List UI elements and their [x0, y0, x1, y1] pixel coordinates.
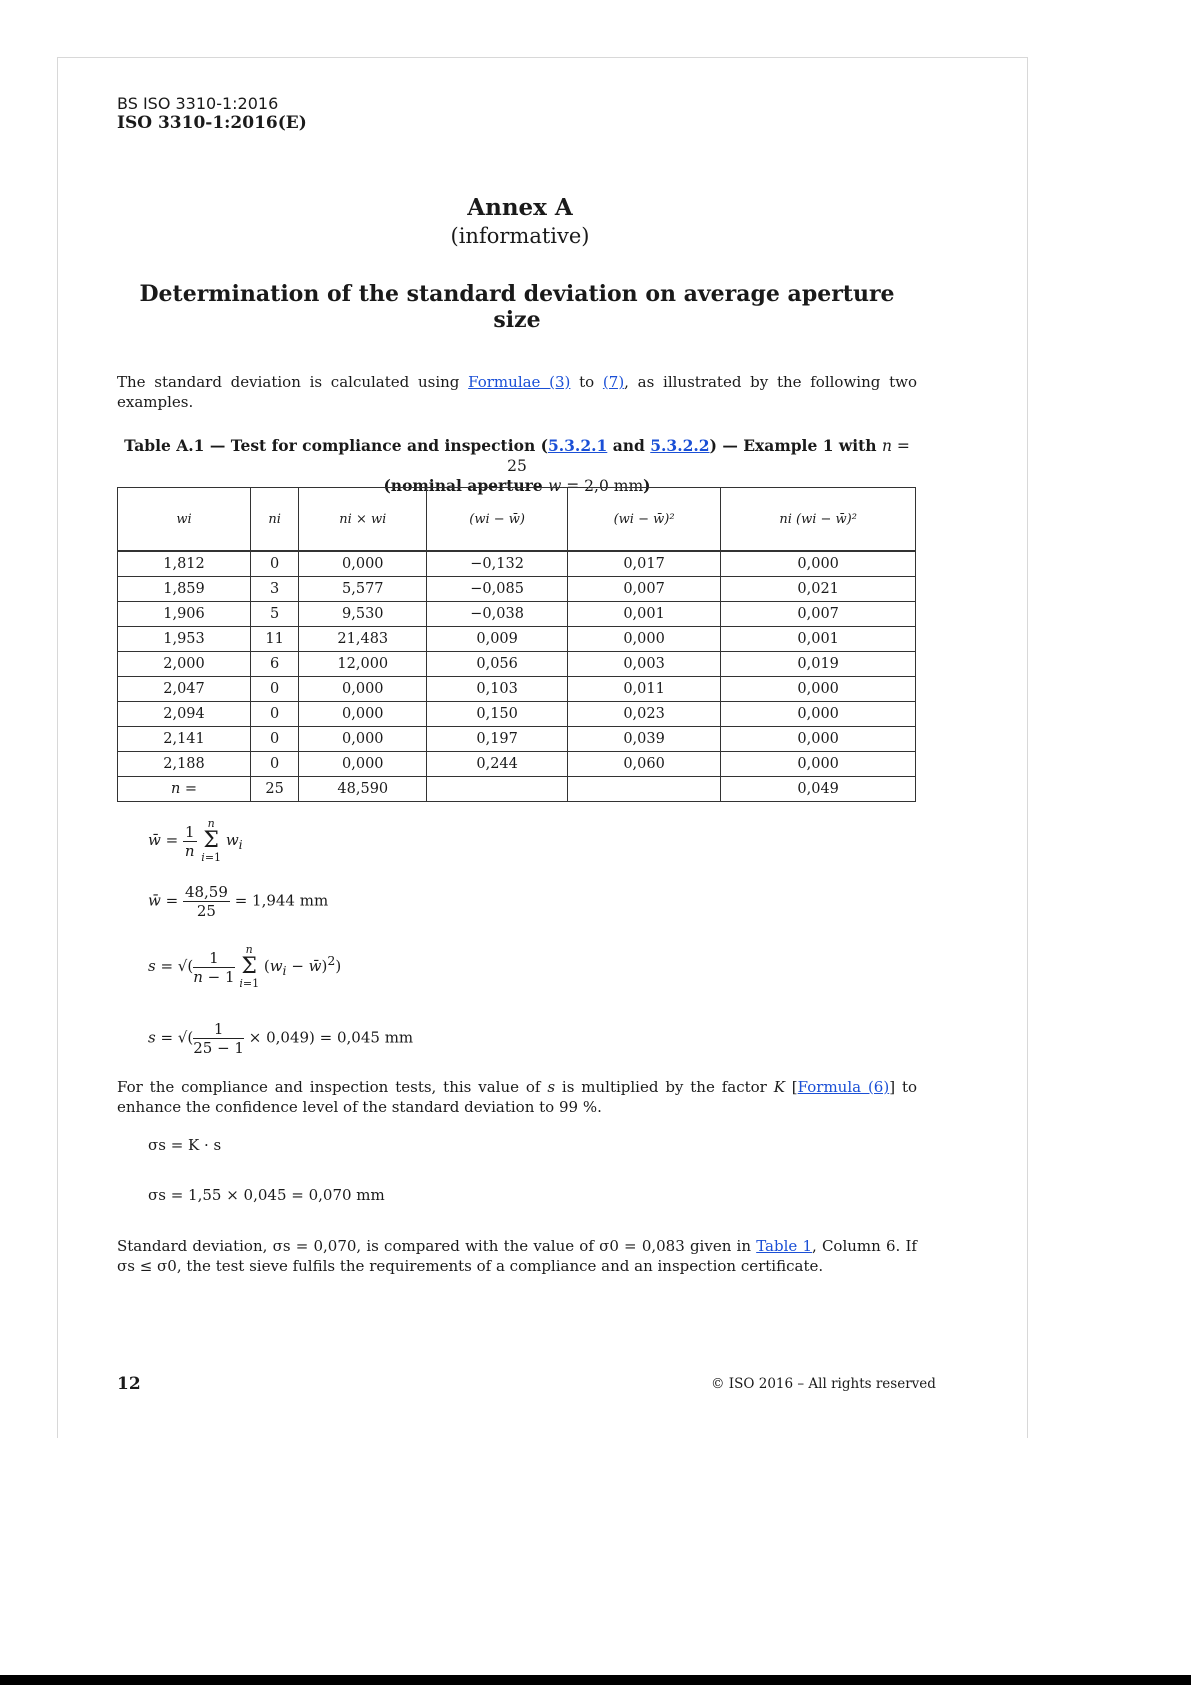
col-header: ni (wi − w̄)² [721, 488, 916, 552]
data-table [117, 487, 916, 802]
table-row [118, 577, 916, 602]
table-header-row [118, 488, 916, 552]
clause-5322-link[interactable]: 5.3.2.2 [650, 436, 710, 455]
table-cell: 0,019 [721, 652, 916, 677]
table-cell: 0,000 [721, 551, 916, 577]
table-row [118, 677, 916, 702]
compliance-paragraph: For the compliance and inspection tests, this value of s is multiplied by the factor K [Formula (6)] to enhance the confidence level of the standard deviation to 99 %. [117, 1078, 918, 1116]
table-cell: 0,000 [567, 627, 720, 652]
table-cell: 0 [251, 677, 299, 702]
table-caption: Table A.1 — Test for compliance and inspection (5.3.2.1 and 5.3.2.2) — Example 1 with n = 25 (nominal aperture w = 2,0 mm) [124, 436, 910, 495]
table-cell: 0 [251, 551, 299, 577]
table-cell: 0,244 [427, 752, 568, 777]
formula-sigma-general: σs = K · s [148, 1136, 222, 1154]
table-cell: 0 [251, 702, 299, 727]
table-row [118, 602, 916, 627]
table-row [118, 551, 916, 577]
col-header: (wi − w̄)² [567, 488, 720, 552]
table-cell: 0,009 [427, 627, 568, 652]
formula-6-link[interactable]: Formula (6) [797, 1078, 890, 1096]
table-cell: 0,007 [721, 602, 916, 627]
table-cell: 1,953 [118, 627, 251, 652]
col-header: (wi − w̄) [427, 488, 568, 552]
page-number: 12 [117, 1374, 141, 1394]
table-cell: 0,049 [721, 777, 916, 802]
formula-s-value: s = √( $\frac{1}{25 - 1}$ × 0,049) = 0,045 mm [148, 1020, 414, 1057]
formula-s-general: s = √( $\frac{1}{n - 1}$ n Σ i=1 ($w_i$ − w̄)$^2$) [148, 943, 342, 990]
clause-5321-link[interactable]: 5.3.2.1 [547, 436, 608, 455]
table-row [118, 727, 916, 752]
table-cell: 0,103 [427, 677, 568, 702]
formula-sigma-value: σs = 1,55 × 0,045 = 0,070 mm [148, 1186, 385, 1204]
table-cell: 48,590 [299, 777, 427, 802]
table-cell: 0,007 [567, 577, 720, 602]
table-cell: 0 [251, 727, 299, 752]
col-header: wi [118, 488, 251, 552]
table-cell: 9,530 [299, 602, 427, 627]
table-1-link[interactable]: Table 1 [756, 1237, 812, 1255]
formula-mean-value: w̄ = $\frac{48,59}{25}$ = 1,944 mm [148, 883, 329, 920]
table-cell: 0,000 [721, 677, 916, 702]
annex-title: Annex A [467, 194, 573, 221]
formula-mean-general: w̄ = $\frac{1}{n}$ n Σ i=1 $w_i$ [148, 817, 243, 864]
table-row [118, 652, 916, 677]
table-row [118, 627, 916, 652]
table-cell: 0,000 [721, 702, 916, 727]
conclusion-paragraph: Standard deviation, σs = 0,070, is compared with the value of σ0 = 0,083 given in Table 1, Column 6. If σs ≤ σ0, the test sieve fulfils the requirements of a compliance and an inspection certificate. [117, 1237, 917, 1275]
table-cell: 0,060 [567, 752, 720, 777]
standard-id-bs: BS ISO 3310-1:2016 [117, 94, 279, 113]
table-cell: −0,038 [427, 602, 568, 627]
table-cell: 0,000 [299, 677, 427, 702]
formulae-3-link[interactable]: Formulae (3) [468, 373, 571, 391]
table-cell: 12,000 [299, 652, 427, 677]
table-cell [567, 777, 720, 802]
standard-id-iso: ISO 3310-1:2016(E) [117, 113, 307, 133]
table-cell: n = [118, 777, 251, 802]
table-cell: 0,000 [721, 752, 916, 777]
table-cell: 0,017 [567, 551, 720, 577]
table-cell: 0,000 [299, 551, 427, 577]
table-cell: 0,000 [721, 727, 916, 752]
table-cell: 2,000 [118, 652, 251, 677]
table-cell: 0,056 [427, 652, 568, 677]
formula-7-link[interactable]: (7) [602, 373, 625, 391]
table-cell: 5 [251, 602, 299, 627]
table-cell: 0,021 [721, 577, 916, 602]
annex-subtitle: (informative) [450, 224, 590, 248]
table-cell: −0,085 [427, 577, 568, 602]
col-header: ni × wi [299, 488, 427, 552]
table-cell: 21,483 [299, 627, 427, 652]
table-cell: 0,197 [427, 727, 568, 752]
table-cell: 6 [251, 652, 299, 677]
table-cell: 2,094 [118, 702, 251, 727]
table-cell: 5,577 [299, 577, 427, 602]
table-cell: 1,906 [118, 602, 251, 627]
table-cell: 2,047 [118, 677, 251, 702]
table-cell: 0,003 [567, 652, 720, 677]
table-cell: 0 [251, 752, 299, 777]
table-cell: 2,141 [118, 727, 251, 752]
table-cell: 3 [251, 577, 299, 602]
table-cell [427, 777, 568, 802]
bottom-bar [0, 1675, 1191, 1685]
table-cell: 0,000 [299, 752, 427, 777]
table-cell: 11 [251, 627, 299, 652]
table-cell: 0,000 [299, 727, 427, 752]
intro-paragraph: The standard deviation is calculated using Formulae (3) to (7), as illustrated by the following two examples. [117, 373, 917, 411]
table-row [118, 702, 916, 727]
table-cell: 0,150 [427, 702, 568, 727]
table-cell: 0,001 [721, 627, 916, 652]
table-cell: 1,812 [118, 551, 251, 577]
col-header: ni [251, 488, 299, 552]
section-title: Determination of the standard deviation on average aperture size [139, 281, 895, 333]
table-cell: 0,011 [567, 677, 720, 702]
table-cell: 25 [251, 777, 299, 802]
table-cell: 0,039 [567, 727, 720, 752]
table-cell: 0,000 [299, 702, 427, 727]
table-row [118, 752, 916, 777]
table-cell: 2,188 [118, 752, 251, 777]
table-cell: −0,132 [427, 551, 568, 577]
copyright-notice: © ISO 2016 – All rights reserved [711, 1376, 936, 1392]
table-cell: 0,023 [567, 702, 720, 727]
table-total-row [118, 777, 916, 802]
table-cell: 0,001 [567, 602, 720, 627]
table-cell: 1,859 [118, 577, 251, 602]
